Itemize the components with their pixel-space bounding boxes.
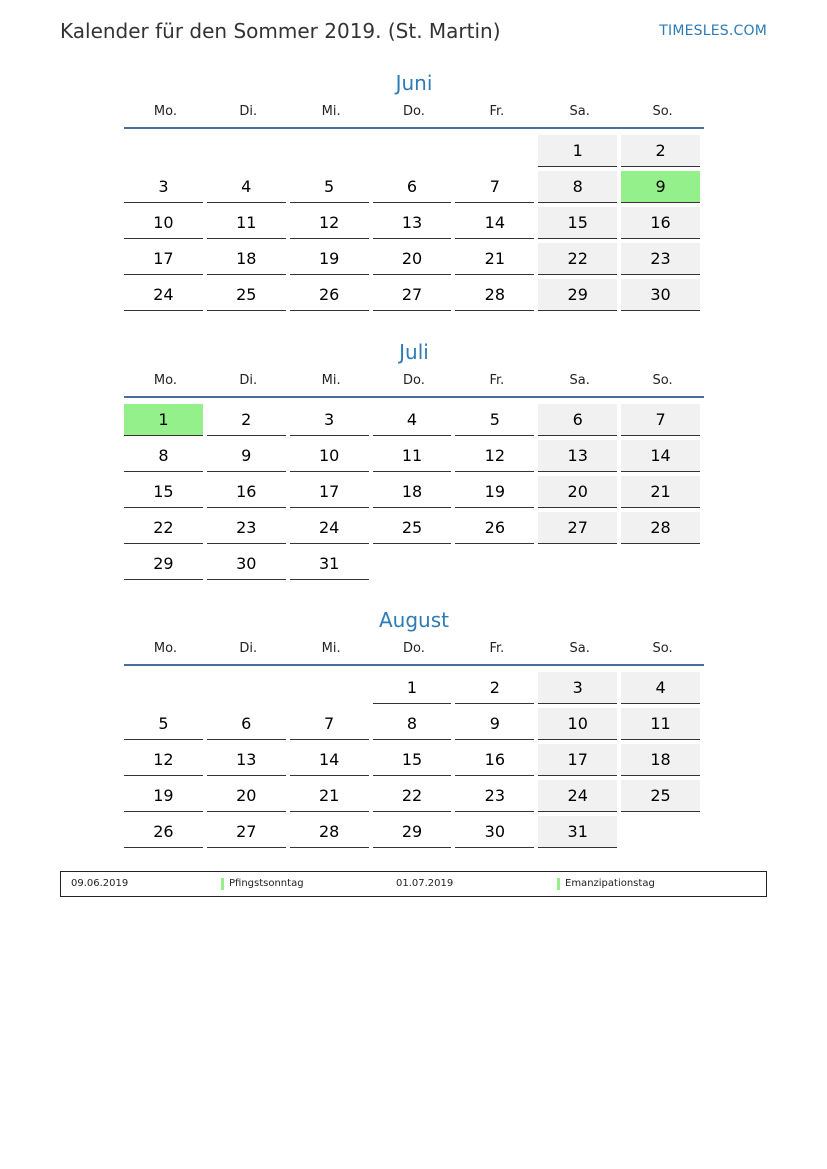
weekday-label: Di. — [239, 641, 258, 656]
weekday-label: Mi. — [321, 104, 341, 119]
day-cell — [124, 474, 207, 510]
weekday-label: So. — [652, 373, 673, 388]
days-grid — [124, 670, 704, 850]
day-number: 4 — [373, 404, 452, 436]
weekday-label: Mo. — [153, 641, 177, 656]
day-cell — [124, 814, 207, 850]
day-number: 14 — [290, 744, 369, 776]
day-number: 27 — [538, 512, 617, 544]
legend-date: 01.07.2019 — [396, 878, 454, 889]
day-cell — [455, 742, 538, 778]
day-number: 23 — [207, 512, 286, 544]
day-cell — [124, 277, 207, 313]
day-cell — [538, 706, 621, 742]
day-cell — [373, 277, 456, 313]
day-number: 5 — [290, 171, 369, 203]
day-cell-holiday — [124, 402, 207, 438]
day-number: 13 — [538, 440, 617, 472]
day-cell — [207, 438, 290, 474]
day-number: 16 — [207, 476, 286, 508]
day-number: 15 — [373, 744, 452, 776]
day-number: 3 — [290, 404, 369, 436]
day-number: 27 — [373, 279, 452, 311]
day-cell — [124, 510, 207, 546]
day-cell — [455, 814, 538, 850]
empty-cell — [290, 670, 373, 706]
days-grid — [124, 402, 704, 582]
day-number: 2 — [207, 404, 286, 436]
day-cell — [373, 706, 456, 742]
month-name: Juni — [395, 71, 433, 95]
day-cell — [621, 438, 704, 474]
day-number: 28 — [621, 512, 700, 544]
day-cell — [207, 706, 290, 742]
day-number: 13 — [207, 744, 286, 776]
day-number: 30 — [455, 816, 534, 848]
day-cell — [207, 778, 290, 814]
empty-cell — [124, 133, 207, 169]
day-cell — [455, 205, 538, 241]
day-cell — [124, 742, 207, 778]
day-number: 8 — [124, 440, 203, 472]
weekday-label: Do. — [403, 641, 425, 656]
day-number: 28 — [455, 279, 534, 311]
day-number: 9 — [621, 171, 700, 203]
empty-cell — [207, 670, 290, 706]
weekday-label: Fr. — [489, 373, 505, 388]
day-number: 5 — [455, 404, 534, 436]
day-cell — [538, 670, 621, 706]
day-number: 8 — [538, 171, 617, 203]
month-august — [124, 605, 704, 850]
empty-cell — [373, 133, 456, 169]
day-number: 21 — [621, 476, 700, 508]
day-cell — [207, 277, 290, 313]
day-number: 1 — [124, 404, 203, 436]
weekday-label: Mi. — [321, 373, 341, 388]
day-number: 23 — [455, 780, 534, 812]
day-number: 31 — [290, 548, 369, 580]
day-number: 7 — [290, 708, 369, 740]
day-number: 26 — [290, 279, 369, 311]
month-july — [124, 337, 704, 582]
day-number: 14 — [621, 440, 700, 472]
day-cell — [373, 438, 456, 474]
day-cell — [538, 778, 621, 814]
weekday-label: Do. — [403, 373, 425, 388]
day-cell — [373, 169, 456, 205]
day-cell — [455, 670, 538, 706]
day-number: 6 — [373, 171, 452, 203]
day-number: 11 — [621, 708, 700, 740]
day-cell — [621, 277, 704, 313]
day-cell — [538, 205, 621, 241]
day-cell — [538, 169, 621, 205]
day-number: 7 — [621, 404, 700, 436]
day-cell — [621, 510, 704, 546]
day-cell — [455, 277, 538, 313]
day-number: 6 — [207, 708, 286, 740]
day-number: 3 — [124, 171, 203, 203]
day-number: 20 — [373, 243, 452, 275]
day-cell — [538, 133, 621, 169]
day-cell — [207, 241, 290, 277]
weekday-label: Sa. — [569, 373, 590, 388]
day-cell — [207, 742, 290, 778]
day-number: 25 — [207, 279, 286, 311]
day-number: 2 — [621, 135, 700, 167]
site-link[interactable]: TIMESLES.COM — [659, 23, 767, 39]
day-number: 22 — [124, 512, 203, 544]
day-cell — [290, 546, 373, 582]
day-number: 20 — [538, 476, 617, 508]
day-number: 19 — [455, 476, 534, 508]
day-number: 17 — [290, 476, 369, 508]
day-number: 6 — [538, 404, 617, 436]
day-number: 12 — [124, 744, 203, 776]
day-number: 31 — [538, 816, 617, 848]
day-cell — [290, 510, 373, 546]
day-number: 8 — [373, 708, 452, 740]
day-number: 12 — [455, 440, 534, 472]
day-cell — [124, 546, 207, 582]
day-cell — [455, 706, 538, 742]
day-cell — [538, 510, 621, 546]
day-number: 13 — [373, 207, 452, 239]
day-number: 14 — [455, 207, 534, 239]
day-number: 3 — [538, 672, 617, 704]
weekday-label: Fr. — [489, 104, 505, 119]
month-june — [124, 68, 704, 313]
day-number: 28 — [290, 816, 369, 848]
day-number: 19 — [290, 243, 369, 275]
day-number: 12 — [290, 207, 369, 239]
weekday-label: Do. — [403, 104, 425, 119]
day-number: 20 — [207, 780, 286, 812]
day-cell — [373, 814, 456, 850]
day-cell — [290, 742, 373, 778]
day-cell — [290, 778, 373, 814]
day-cell — [207, 814, 290, 850]
day-cell — [290, 402, 373, 438]
day-number: 24 — [538, 780, 617, 812]
weekday-label: Di. — [239, 373, 258, 388]
weekday-header — [124, 371, 704, 398]
empty-cell — [124, 670, 207, 706]
weekday-label: So. — [652, 641, 673, 656]
day-cell — [621, 402, 704, 438]
day-number: 26 — [124, 816, 203, 848]
day-number: 29 — [124, 548, 203, 580]
day-cell — [538, 402, 621, 438]
day-cell — [373, 241, 456, 277]
empty-cell — [290, 133, 373, 169]
day-number: 4 — [621, 672, 700, 704]
legend-holiday-name: Pfingstsonntag — [229, 878, 304, 889]
day-cell — [290, 205, 373, 241]
weekday-label: Sa. — [569, 104, 590, 119]
page-title: Kalender für den Sommer 2019. (St. Martin) — [60, 19, 501, 43]
day-number: 17 — [124, 243, 203, 275]
holiday-legend — [60, 871, 767, 897]
day-cell — [538, 241, 621, 277]
day-cell — [538, 277, 621, 313]
day-cell — [373, 205, 456, 241]
day-cell — [124, 169, 207, 205]
day-cell — [621, 133, 704, 169]
day-number: 26 — [455, 512, 534, 544]
day-number: 11 — [373, 440, 452, 472]
day-number: 21 — [290, 780, 369, 812]
day-cell — [373, 742, 456, 778]
day-number: 15 — [124, 476, 203, 508]
day-cell — [538, 814, 621, 850]
weekday-label: Mo. — [153, 104, 177, 119]
day-number: 7 — [455, 171, 534, 203]
day-number: 5 — [124, 708, 203, 740]
holiday-color-marker — [557, 878, 560, 890]
day-cell — [373, 510, 456, 546]
day-cell — [373, 402, 456, 438]
day-cell — [621, 706, 704, 742]
day-cell — [207, 474, 290, 510]
day-cell — [207, 169, 290, 205]
day-number: 25 — [621, 780, 700, 812]
day-cell — [373, 474, 456, 510]
day-cell — [538, 474, 621, 510]
day-number: 1 — [373, 672, 452, 704]
day-number: 17 — [538, 744, 617, 776]
day-cell — [455, 778, 538, 814]
days-grid — [124, 133, 704, 313]
weekday-label: Fr. — [489, 641, 505, 656]
day-cell — [373, 670, 456, 706]
day-number: 4 — [207, 171, 286, 203]
day-cell — [124, 205, 207, 241]
day-number: 29 — [538, 279, 617, 311]
holiday-color-marker — [221, 878, 224, 890]
day-number: 10 — [538, 708, 617, 740]
day-cell — [290, 814, 373, 850]
day-cell — [290, 474, 373, 510]
day-number: 16 — [455, 744, 534, 776]
day-number: 16 — [621, 207, 700, 239]
legend-holiday-name: Emanzipationstag — [565, 878, 655, 889]
day-cell — [207, 205, 290, 241]
weekday-label: Di. — [239, 104, 258, 119]
day-number: 24 — [124, 279, 203, 311]
day-cell — [290, 438, 373, 474]
empty-cell — [207, 133, 290, 169]
day-number: 19 — [124, 780, 203, 812]
day-cell — [455, 169, 538, 205]
day-cell — [621, 742, 704, 778]
day-cell — [621, 670, 704, 706]
weekday-label: Sa. — [569, 641, 590, 656]
day-number: 29 — [373, 816, 452, 848]
day-cell-holiday — [621, 169, 704, 205]
day-number: 10 — [290, 440, 369, 472]
day-cell — [621, 205, 704, 241]
day-cell — [290, 706, 373, 742]
day-number: 25 — [373, 512, 452, 544]
day-cell — [207, 510, 290, 546]
day-number: 2 — [455, 672, 534, 704]
day-cell — [373, 778, 456, 814]
day-number: 18 — [373, 476, 452, 508]
day-number: 18 — [621, 744, 700, 776]
day-cell — [207, 402, 290, 438]
day-number: 21 — [455, 243, 534, 275]
day-cell — [621, 778, 704, 814]
day-number: 10 — [124, 207, 203, 239]
weekday-label: Mi. — [321, 641, 341, 656]
day-cell — [455, 438, 538, 474]
day-number: 23 — [621, 243, 700, 275]
weekday-header — [124, 639, 704, 666]
month-name: August — [379, 608, 449, 632]
weekday-label: Mo. — [153, 373, 177, 388]
day-cell — [124, 778, 207, 814]
month-name: Juli — [399, 340, 429, 364]
day-number: 11 — [207, 207, 286, 239]
day-number: 9 — [455, 708, 534, 740]
day-cell — [124, 706, 207, 742]
legend-date: 09.06.2019 — [71, 878, 129, 889]
day-cell — [455, 474, 538, 510]
day-number: 30 — [207, 548, 286, 580]
day-cell — [124, 241, 207, 277]
day-cell — [455, 510, 538, 546]
empty-cell — [455, 133, 538, 169]
day-cell — [290, 169, 373, 205]
day-cell — [290, 277, 373, 313]
day-number: 9 — [207, 440, 286, 472]
day-cell — [290, 241, 373, 277]
day-number: 22 — [373, 780, 452, 812]
day-cell — [621, 241, 704, 277]
day-cell — [124, 438, 207, 474]
day-number: 24 — [290, 512, 369, 544]
day-number: 22 — [538, 243, 617, 275]
day-cell — [207, 546, 290, 582]
day-cell — [455, 402, 538, 438]
day-cell — [538, 438, 621, 474]
day-cell — [538, 742, 621, 778]
day-number: 27 — [207, 816, 286, 848]
weekday-header — [124, 102, 704, 129]
day-number: 18 — [207, 243, 286, 275]
day-cell — [621, 474, 704, 510]
day-number: 1 — [538, 135, 617, 167]
day-number: 15 — [538, 207, 617, 239]
day-number: 30 — [621, 279, 700, 311]
day-cell — [455, 241, 538, 277]
weekday-label: So. — [652, 104, 673, 119]
